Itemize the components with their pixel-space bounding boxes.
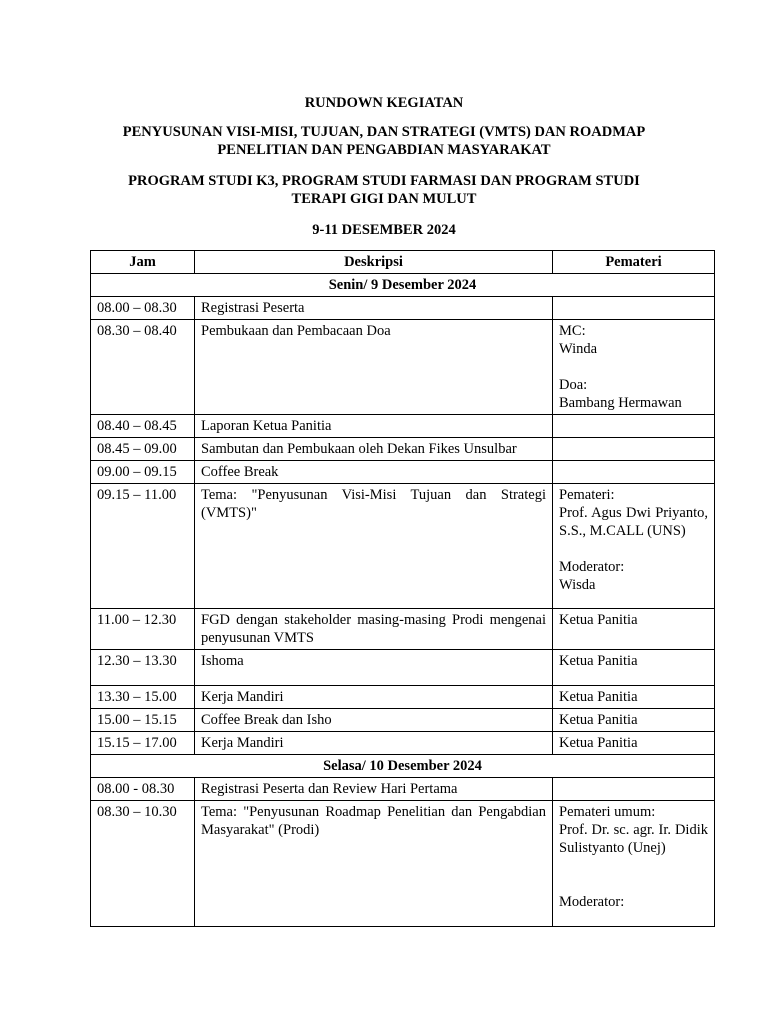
cell-deskripsi: Coffee Break dan Isho	[195, 709, 553, 732]
pemateri-line	[559, 875, 708, 893]
header-deskripsi: Deskripsi	[195, 251, 553, 274]
cell-deskripsi: Sambutan dan Pembukaan oleh Dekan Fikes Unsulbar	[195, 438, 553, 461]
pemateri-line: Bambang Hermawan	[559, 395, 682, 411]
cell-jam: 08.30 – 08.40	[91, 320, 195, 415]
cell-pemateri	[553, 732, 715, 755]
cell-jam: 09.00 – 09.15	[91, 461, 195, 484]
pemateri-line: Prof. Dr. sc. agr. Ir. Didik Sulistyanto (Unej)	[559, 822, 708, 856]
document-subtitle-2	[90, 172, 678, 208]
table-header-row	[91, 251, 715, 274]
table-row	[91, 709, 715, 732]
table-row	[91, 415, 715, 438]
table-row	[91, 438, 715, 461]
pemateri-line: Ketua Panitia	[559, 712, 638, 728]
table-row	[91, 732, 715, 755]
cell-jam: 15.00 – 15.15	[91, 709, 195, 732]
cell-pemateri	[553, 686, 715, 709]
table-row	[91, 297, 715, 320]
pemateri-line: Moderator:	[559, 559, 625, 575]
cell-jam: 08.00 – 08.30	[91, 297, 195, 320]
document-subtitle-1	[90, 123, 678, 159]
pemateri-line: Moderator:	[559, 894, 625, 910]
cell-jam: 08.45 – 09.00	[91, 438, 195, 461]
cell-deskripsi: Registrasi Peserta dan Review Hari Pertama	[195, 778, 553, 801]
pemateri-line: Ketua Panitia	[559, 689, 638, 705]
cell-deskripsi: Kerja Mandiri	[195, 686, 553, 709]
cell-jam: 11.00 – 12.30	[91, 609, 195, 650]
day-header-row	[91, 274, 715, 297]
subtitle-2-line-2: TERAPI GIGI DAN MULUT	[291, 191, 477, 207]
cell-pemateri	[553, 320, 715, 415]
cell-pemateri	[553, 415, 715, 438]
cell-jam: 08.00 - 08.30	[91, 778, 195, 801]
cell-deskripsi: Laporan Ketua Panitia	[195, 415, 553, 438]
table-row	[91, 778, 715, 801]
table-row	[91, 650, 715, 686]
cell-deskripsi: Tema: "Penyusunan Roadmap Penelitian dan Pengabdian Masyarakat" (Prodi)	[195, 801, 553, 927]
header-jam: Jam	[91, 251, 195, 274]
cell-jam: 13.30 – 15.00	[91, 686, 195, 709]
cell-pemateri	[553, 461, 715, 484]
pemateri-line	[559, 358, 708, 376]
rundown-table	[90, 250, 715, 927]
cell-deskripsi: Ishoma	[195, 650, 553, 686]
cell-jam: 09.15 – 11.00	[91, 484, 195, 609]
table-row	[91, 320, 715, 415]
cell-pemateri	[553, 609, 715, 650]
cell-pemateri	[553, 650, 715, 686]
pemateri-line: MC:	[559, 323, 586, 339]
pemateri-line	[559, 857, 708, 875]
cell-pemateri	[553, 709, 715, 732]
pemateri-line	[559, 540, 708, 558]
table-row	[91, 461, 715, 484]
cell-pemateri	[553, 484, 715, 609]
pemateri-line: Pemateri:	[559, 487, 615, 503]
cell-pemateri	[553, 778, 715, 801]
pemateri-line: Prof. Agus Dwi Priyanto, S.S., M.CALL (UNS)	[559, 505, 708, 539]
cell-jam: 12.30 – 13.30	[91, 650, 195, 686]
pemateri-line: Ketua Panitia	[559, 653, 638, 669]
subtitle-1-line-1: PENYUSUNAN VISI-MISI, TUJUAN, DAN STRATEGI (VMTS) DAN ROADMAP	[122, 124, 646, 140]
header-pemateri: Pemateri	[553, 251, 715, 274]
document-title: RUNDOWN KEGIATAN	[304, 95, 464, 111]
day-label: Selasa/ 10 Desember 2024	[91, 755, 715, 778]
table-row	[91, 609, 715, 650]
subtitle-1-line-2: PENELITIAN DAN PENGABDIAN MASYARAKAT	[217, 142, 551, 158]
cell-pemateri	[553, 297, 715, 320]
pemateri-line: Wisda	[559, 577, 596, 593]
cell-deskripsi: Tema: "Penyusunan Visi-Misi Tujuan dan Strategi (VMTS)"	[195, 484, 553, 609]
cell-pemateri	[553, 801, 715, 927]
event-date: 9-11 DESEMBER 2024	[312, 222, 456, 238]
pemateri-line: Winda	[559, 341, 598, 357]
table-body	[91, 274, 715, 927]
pemateri-line: Pemateri umum:	[559, 804, 656, 820]
cell-deskripsi: Registrasi Peserta	[195, 297, 553, 320]
cell-jam: 15.15 – 17.00	[91, 732, 195, 755]
subtitle-2-line-1: PROGRAM STUDI K3, PROGRAM STUDI FARMASI DAN PROGRAM STUDI	[128, 173, 640, 189]
cell-deskripsi: FGD dengan stakeholder masing-masing Prodi mengenai penyusunan VMTS	[195, 609, 553, 650]
cell-jam: 08.40 – 08.45	[91, 415, 195, 438]
pemateri-line: Doa:	[559, 377, 588, 393]
cell-pemateri	[553, 438, 715, 461]
table-row	[91, 484, 715, 609]
pemateri-line: Ketua Panitia	[559, 612, 638, 628]
pemateri-line: Ketua Panitia	[559, 735, 638, 751]
cell-deskripsi: Pembukaan dan Pembacaan Doa	[195, 320, 553, 415]
cell-jam: 08.30 – 10.30	[91, 801, 195, 927]
table-row	[91, 686, 715, 709]
cell-deskripsi: Kerja Mandiri	[195, 732, 553, 755]
table-row	[91, 801, 715, 927]
day-header-row	[91, 755, 715, 778]
day-label: Senin/ 9 Desember 2024	[91, 274, 715, 297]
cell-deskripsi: Coffee Break	[195, 461, 553, 484]
